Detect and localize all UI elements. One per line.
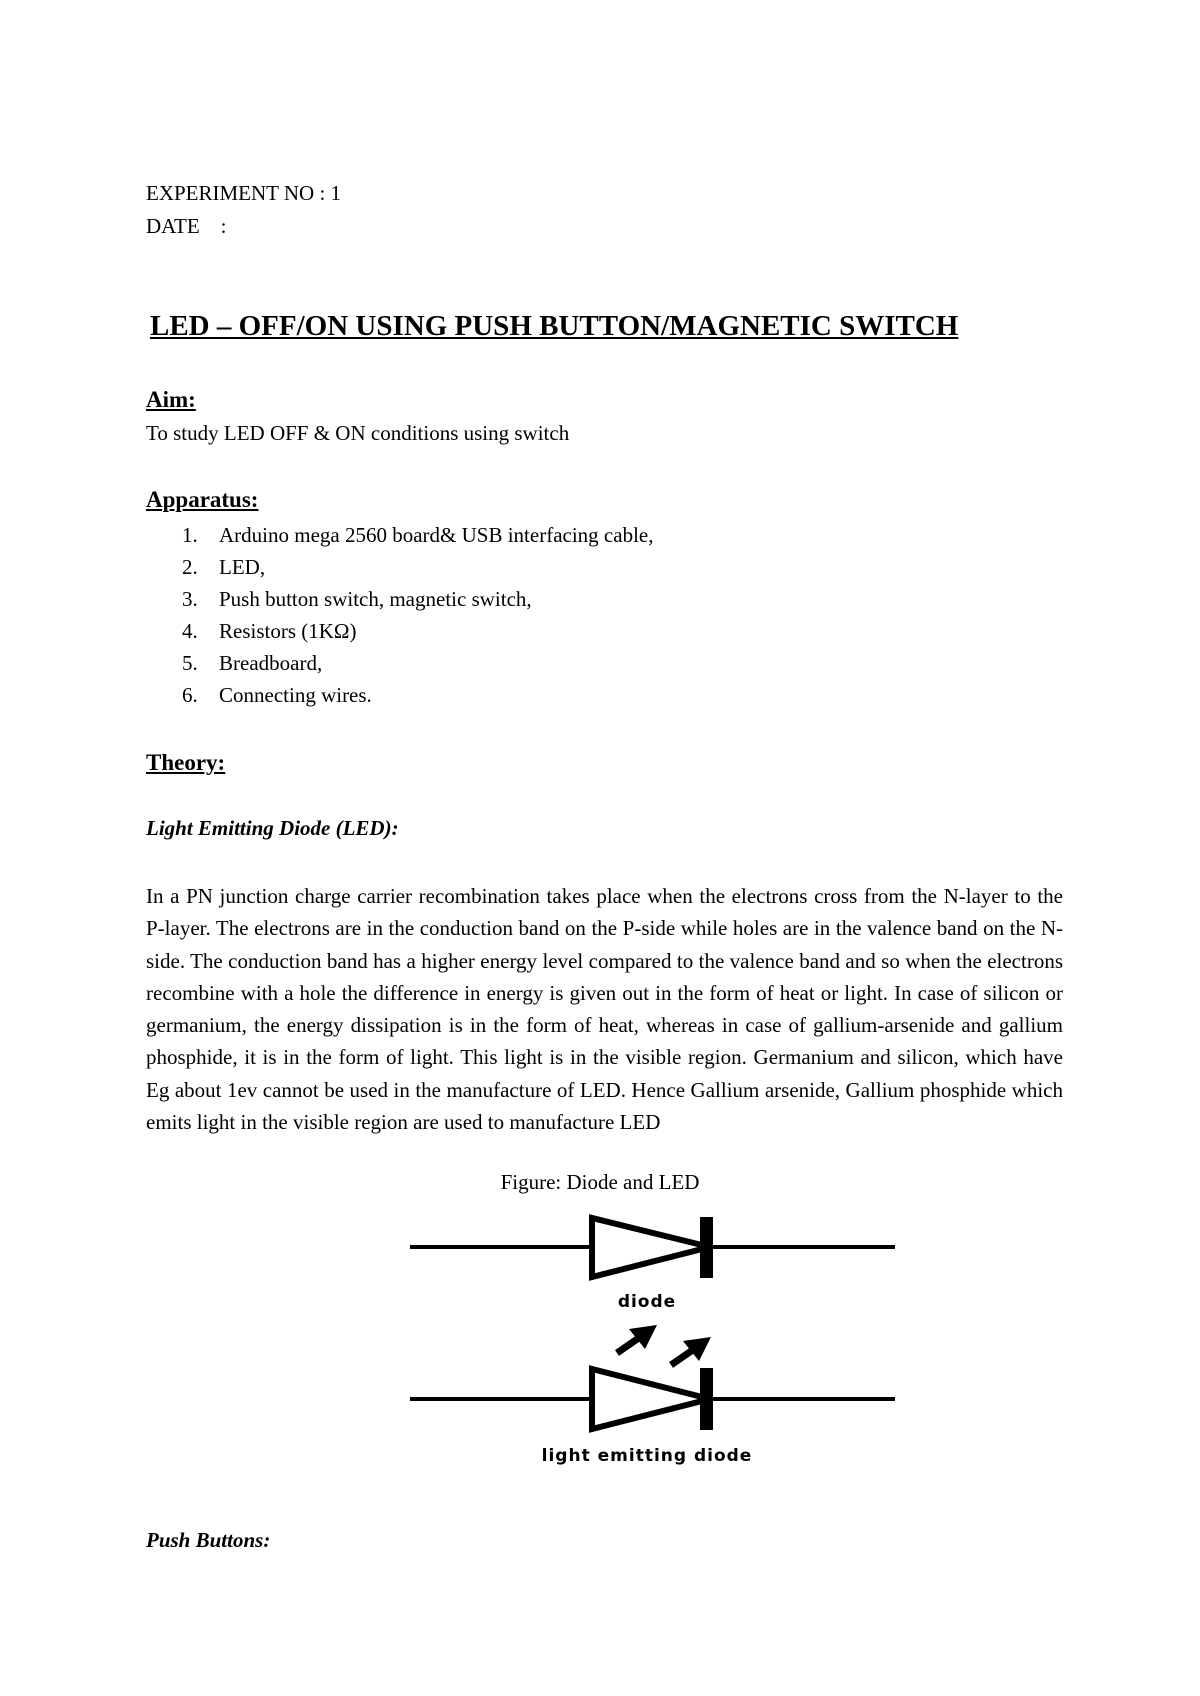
date-field: DATE : — [146, 214, 227, 238]
led-subheading: Light Emitting Diode (LED): — [146, 816, 399, 840]
apparatus-heading: Apparatus: — [146, 487, 259, 512]
list-item: Arduino mega 2560 board& USB interfacing cable, — [219, 523, 654, 547]
theory-heading: Theory: — [146, 750, 226, 775]
list-item: Push button switch, magnetic switch, — [219, 587, 532, 611]
list-item: Breadboard, — [219, 651, 323, 675]
list-item: LED, — [219, 555, 266, 579]
led-symbol — [410, 1368, 895, 1430]
figure-caption: Figure: Diode and LED — [500, 1170, 700, 1194]
list-item-number: 3. — [182, 587, 198, 611]
diode-symbol — [410, 1217, 895, 1278]
light-arrows-icon — [617, 1325, 711, 1365]
aim-text: To study LED OFF & ON conditions using switch — [146, 421, 570, 445]
diode-label: diode — [617, 1292, 677, 1312]
experiment-number: EXPERIMENT NO : 1 — [146, 181, 342, 205]
list-item: Connecting wires. — [219, 683, 372, 707]
led-label: light emitting diode — [541, 1446, 753, 1466]
aim-heading: Aim: — [146, 387, 196, 412]
list-item: Resistors (1KΩ) — [219, 619, 357, 643]
list-item-number: 2. — [182, 555, 198, 579]
list-item-number: 1. — [182, 523, 198, 547]
list-item-number: 5. — [182, 651, 198, 675]
list-item-number: 6. — [182, 683, 198, 707]
push-buttons-subheading: Push Buttons: — [146, 1528, 271, 1552]
led-paragraph: In a PN junction charge carrier recombination takes place when the electrons cross from the N-layer to the P-layer. The electrons are in the conduction band on the P-side while holes are in the valence band on the N-side. The conduction band has a higher energy level compared to the valence band and so when the electrons recombine with a hole the difference in energy is given out in the form of heat or light. In case of silicon or germanium, the energy dissipation is in the form of heat, whereas in case of gallium-arsenide and gallium phosphide, it is in the form of light. This light is in the visible region. Germanium and silicon, which have Eg about 1ev cannot be used in the manufacture of LED. Hence Gallium arsenide, Gallium phosphide which emits light in the visible region are used to manufacture LED — [146, 884, 1063, 1135]
list-item-number: 4. — [182, 619, 198, 643]
diode-led-figure — [405, 1205, 905, 1475]
page-title: LED – OFF/ON USING PUSH BUTTON/MAGNETIC SWITCH — [150, 310, 959, 342]
